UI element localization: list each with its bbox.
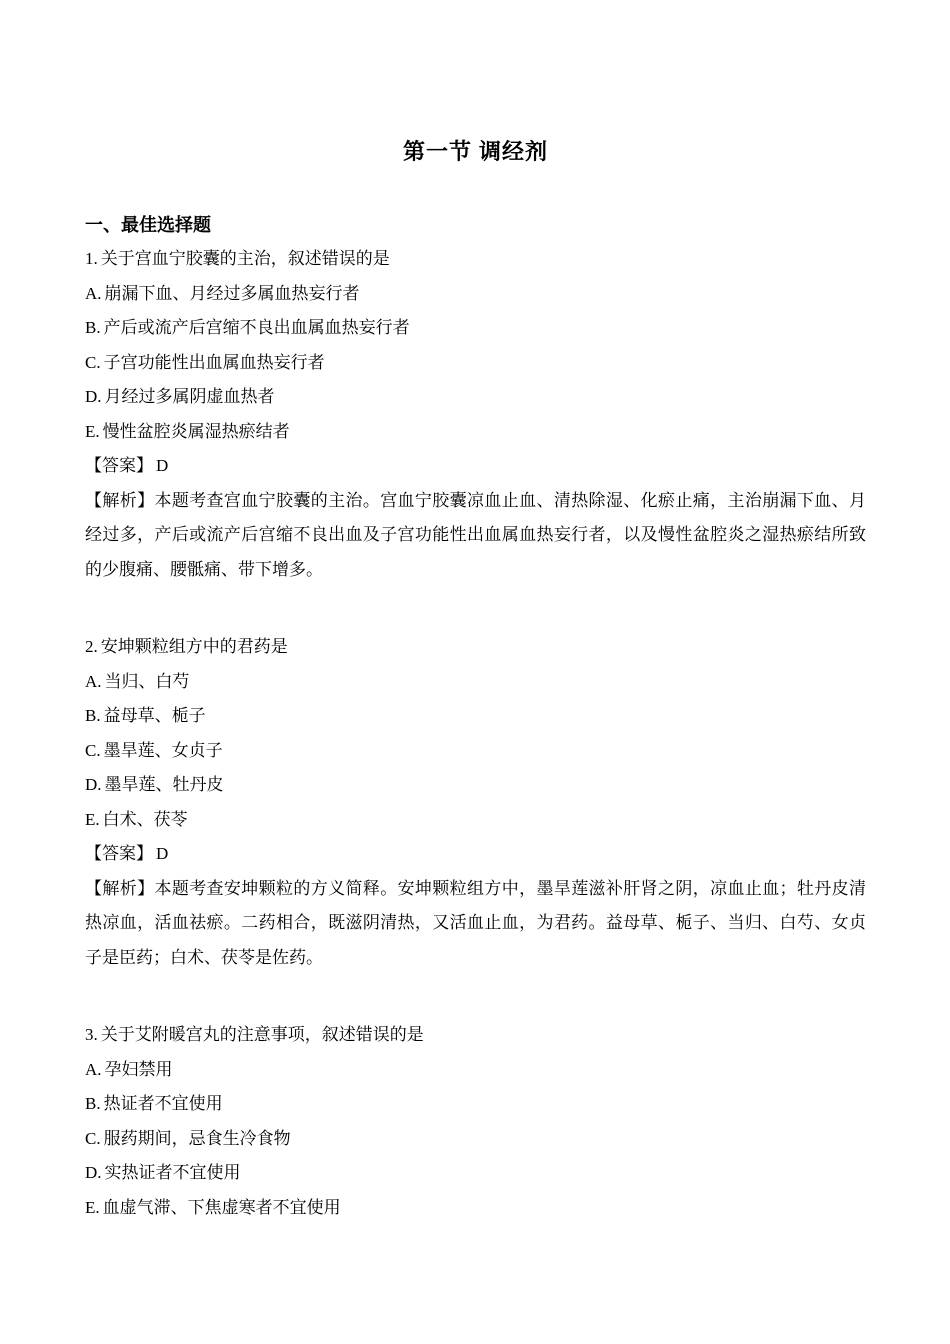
option-label: A. [85, 1059, 102, 1079]
option-label: D. [85, 775, 102, 794]
answer-value: D [156, 456, 169, 475]
question-block-3 [85, 1018, 866, 1225]
option-label: E. [85, 809, 100, 829]
option-text: 当归、白芍 [104, 671, 190, 691]
option-line-d [85, 380, 866, 415]
option-line-d [85, 1156, 866, 1191]
option-line-e [85, 1191, 866, 1226]
option-label: C. [85, 1128, 101, 1148]
option-line-e [85, 415, 866, 450]
option-text: 实热证者不宜使用 [104, 1163, 241, 1182]
question-block-1 [85, 242, 866, 587]
option-text: 墨旱莲、女贞子 [103, 740, 223, 760]
option-line-a [85, 277, 866, 312]
question-stem [85, 242, 866, 277]
option-label: B. [85, 1094, 101, 1113]
option-text: 服药期间，忌食生冷食物 [103, 1128, 291, 1148]
option-text: 崩漏下血、月经过多属血热妄行者 [104, 283, 360, 303]
analysis-text: 本题考查宫血宁胶囊的主治。宫血宁胶囊凉血止血、清热除湿、化瘀止痛，主治崩漏下血、月经过多，产后或流产后宫缩不良出血及子宫功能性出血属血热妄行者，以及慢性盆腔炎之湿热瘀结所致的少腹痛、腰骶痛、带下增多。 [85, 490, 867, 579]
question-number: 3. [85, 1025, 98, 1044]
answer-label: 【答案】 [85, 456, 153, 475]
analysis-label: 【解析】 [85, 490, 155, 510]
question-text: 关于宫血宁胶囊的主治，叙述错误的是 [100, 249, 390, 268]
option-label: B. [85, 706, 101, 725]
question-text: 安坤颗粒组方中的君药是 [100, 637, 288, 656]
option-text: 产后或流产后宫缩不良出血属血热妄行者 [103, 318, 410, 337]
option-label: C. [85, 740, 101, 760]
option-text: 热证者不宜使用 [103, 1094, 223, 1113]
answer-value: D [156, 844, 169, 863]
analysis-label: 【解析】 [85, 878, 155, 898]
option-line-c [85, 734, 866, 769]
option-line-e [85, 803, 866, 838]
question-number: 1. [85, 249, 98, 268]
analysis-paragraph [85, 872, 866, 976]
option-label: B. [85, 318, 101, 337]
option-label: E. [85, 1197, 100, 1217]
option-line-a [85, 1053, 866, 1088]
option-label: A. [85, 671, 102, 691]
analysis-paragraph [85, 484, 866, 588]
analysis-text: 本题考查安坤颗粒的方义简释。安坤颗粒组方中，墨旱莲滋补肝肾之阴，凉血止血；牡丹皮清热凉血，活血祛瘀。二药相合，既滋阴清热，又活血止血，为君药。益母草、栀子、当归、白芍、女贞子是臣药；白术、茯苓是佐药。 [85, 878, 867, 967]
answer-label: 【答案】 [85, 844, 153, 863]
option-text: 孕妇禁用 [104, 1059, 173, 1079]
option-line-d [85, 768, 866, 803]
question-block-2 [85, 630, 866, 975]
option-text: 血虚气滞、下焦虚寒者不宜使用 [102, 1197, 341, 1217]
option-line-b [85, 699, 866, 734]
question-number: 2. [85, 637, 98, 656]
option-text: 子宫功能性出血属血热妄行者 [103, 352, 325, 372]
question-stem [85, 1018, 866, 1053]
option-text: 慢性盆腔炎属湿热瘀结者 [102, 421, 290, 441]
option-label: D. [85, 387, 102, 406]
section-heading: 一、最佳选择题 [85, 215, 211, 235]
question-stem [85, 630, 866, 665]
option-text: 月经过多属阴虚血热者 [104, 387, 275, 406]
question-text: 关于艾附暖宫丸的注意事项，叙述错误的是 [100, 1025, 424, 1044]
option-line-a [85, 665, 866, 700]
option-label: E. [85, 421, 100, 441]
option-line-c [85, 346, 866, 381]
answer-line [85, 449, 866, 484]
option-line-c [85, 1122, 866, 1157]
option-label: A. [85, 283, 102, 303]
answer-line [85, 837, 866, 872]
option-text: 益母草、栀子 [103, 706, 206, 725]
option-label: C. [85, 352, 101, 372]
option-line-b [85, 1087, 866, 1122]
option-text: 墨旱莲、牡丹皮 [104, 775, 224, 794]
option-text: 白术、茯苓 [102, 809, 188, 829]
page-title: 第一节 调经剂 [402, 139, 549, 164]
option-label: D. [85, 1163, 102, 1182]
option-line-b [85, 311, 866, 346]
